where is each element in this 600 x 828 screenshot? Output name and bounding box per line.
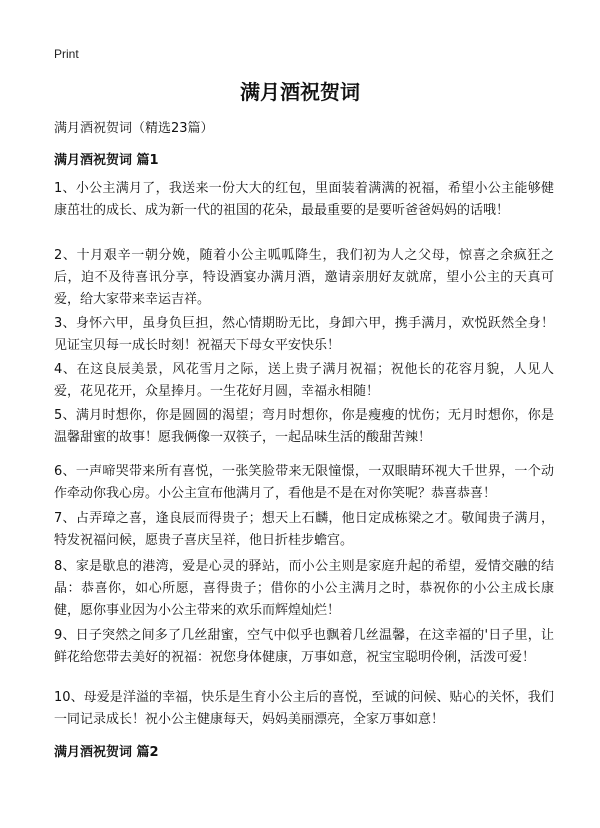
paragraph-1: 1、小公主满月了，我送来一份大大的红包，里面装着满满的祝福，希望小公主能够健康茁壮的成长、成为新一代的祖国的花朵，最最重要的是要听爸爸妈妈的话哦！ — [54, 181, 554, 218]
section-heading-2: 满月酒祝贺词 篇2 — [54, 745, 159, 760]
paragraph-7: 7、占弄璋之喜，逢良辰而得贵子；想天上石麟，他日定成栋梁之才。敬闻贵子满月，特发祝福问候，愿贵子喜庆呈祥，他日折桂步蟾宫。 — [54, 511, 554, 548]
paragraph-5: 5、满月时想你，你是圆圆的渴望；弯月时想你，你是瘦瘦的忧伤；无月时想你，你是温馨甜蜜的故事！愿我俩像一双筷子，一起品味生活的酸甜苦辣！ — [54, 408, 554, 445]
paragraph-3: 3、身怀六甲，虽身负巨担，然心情期盼无比，身卸六甲，携手满月，欢悦跃然全身！见证宝贝每一成长时刻！祝福天下母女平安快乐！ — [54, 316, 554, 353]
paragraph-2: 2、十月艰辛一朝分娩，随着小公主呱呱降生，我们初为人之父母，惊喜之余疯狂之后，迫不及待喜讯分享，特设酒宴办满月酒，邀请亲朋好友就席，望小公主的天真可爱，给大家带来幸运吉祥。 — [54, 248, 554, 307]
print-link[interactable]: Print — [54, 47, 79, 61]
paragraph-8: 8、家是歇息的港湾，爱是心灵的驿站，而小公主则是家庭升起的希望，爱情交融的结晶：恭喜你，如心所愿，喜得贵子；借你的小公主满月之时，恭祝你的小公主成长康健，愿你事业因为小公主带来的欢乐而辉煌灿烂！ — [54, 559, 554, 618]
page-title: 满月酒祝贺词 — [240, 80, 360, 104]
page-subtitle: 满月酒祝贺词（精选23篇） — [54, 121, 214, 136]
paragraph-6: 6、一声啼哭带来所有喜悦，一张笑脸带来无限憧憬，一双眼睛环视大千世界，一个动作牵动你我心房。小公主宣布他满月了，看他是不是在对你笑呢？恭喜恭喜！ — [54, 464, 554, 501]
paragraph-10: 10、母爱是洋溢的幸福，快乐是生育小公主后的喜悦，至诚的问候、贴心的关怀，我们一同记录成长！祝小公主健康每天，妈妈美丽漂亮，全家万事如意！ — [54, 690, 554, 727]
section-heading-1: 满月酒祝贺词 篇1 — [54, 153, 159, 168]
paragraph-9: 9、日子突然之间多了几丝甜蜜，空气中似乎也飘着几丝温馨，在这幸福的'日子里，让鲜花给您带去美好的祝福：祝您身体健康，万事如意，祝宝宝聪明伶俐，活泼可爱！ — [54, 628, 554, 665]
paragraph-4: 4、在这良辰美景，风花雪月之际，送上贵子满月祝福；祝他长的花容月貌，人见人爱，花见花开，众星捧月。一生花好月圆，幸福永相随！ — [54, 362, 554, 399]
